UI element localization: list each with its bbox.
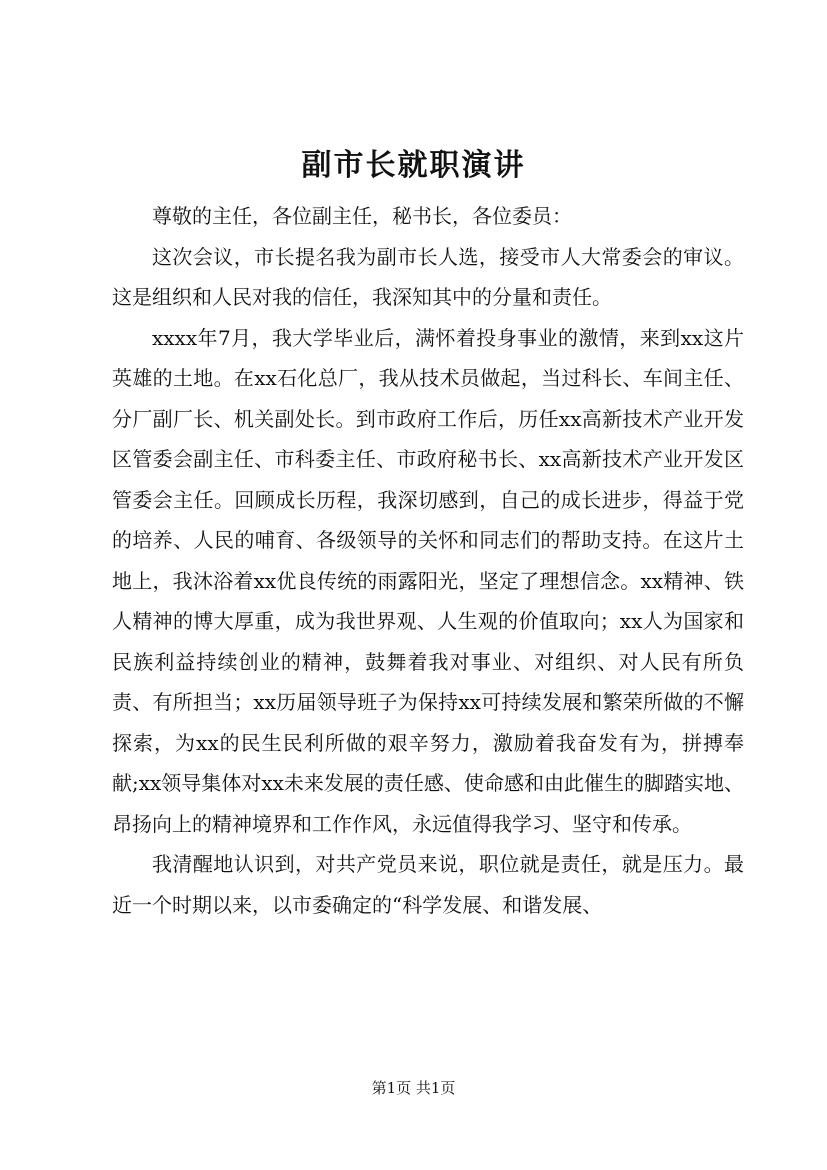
document-body [112,196,744,925]
paragraph-career: xxxx年7月，我大学毕业后，满怀着投身事业的激情，来到xx这片英雄的土地。在xx石化总厂，我从技术员做起，当过科长、车间主任、分厂副厂长、机关副处长。到市政府工作后，历任xx高新技术产业开发区管委会副主任、市科委主任、市政府秘书长、xx高新技术产业开发区管委会主任。回顾成长历程，我深切感到，自己的成长进步，得益于党的培养、人民的哺育、各级领导的关怀和同志们的帮助支持。在这片土地上，我沐浴着xx优良传统的雨露阳光，坚定了理想信念。xx精神、铁人精神的博大厚重，成为我世界观、人生观的价值取向；xx人为国家和民族利益持续创业的精神，鼓舞着我对事业、对组织、对人民有所负责、有所担当；xx历届领导班子为保持xx可持续发展和繁荣所做的不懈探索，为xx的民生民利所做的艰辛努力，激励着我奋发有为，拼搏奉献;xx领导集体对xx未来发展的责任感、使命感和由此催生的脚踏实地、昂扬向上的精神境界和工作作风，永远值得我学习、坚守和传承。 [112,325,744,836]
document-title: 副市长就职演讲 [301,148,526,183]
page-number-footer: 第1页 共1页 [371,1079,456,1097]
paragraph-salutation: 尊敬的主任，各位副主任，秘书长，各位委员： [152,204,572,228]
paragraph-responsibility: 我清醒地认识到，对共产党员来说，职位就是责任，就是压力。最近一个时期以来，以市委确定的“科学发展、和谐发展、 [112,852,744,917]
paragraph-nomination: 这次会议，市长提名我为副市长人选，接受市人大常委会的审议。这是组织和人民对我的信任，我深知其中的分量和责任。 [112,244,744,309]
